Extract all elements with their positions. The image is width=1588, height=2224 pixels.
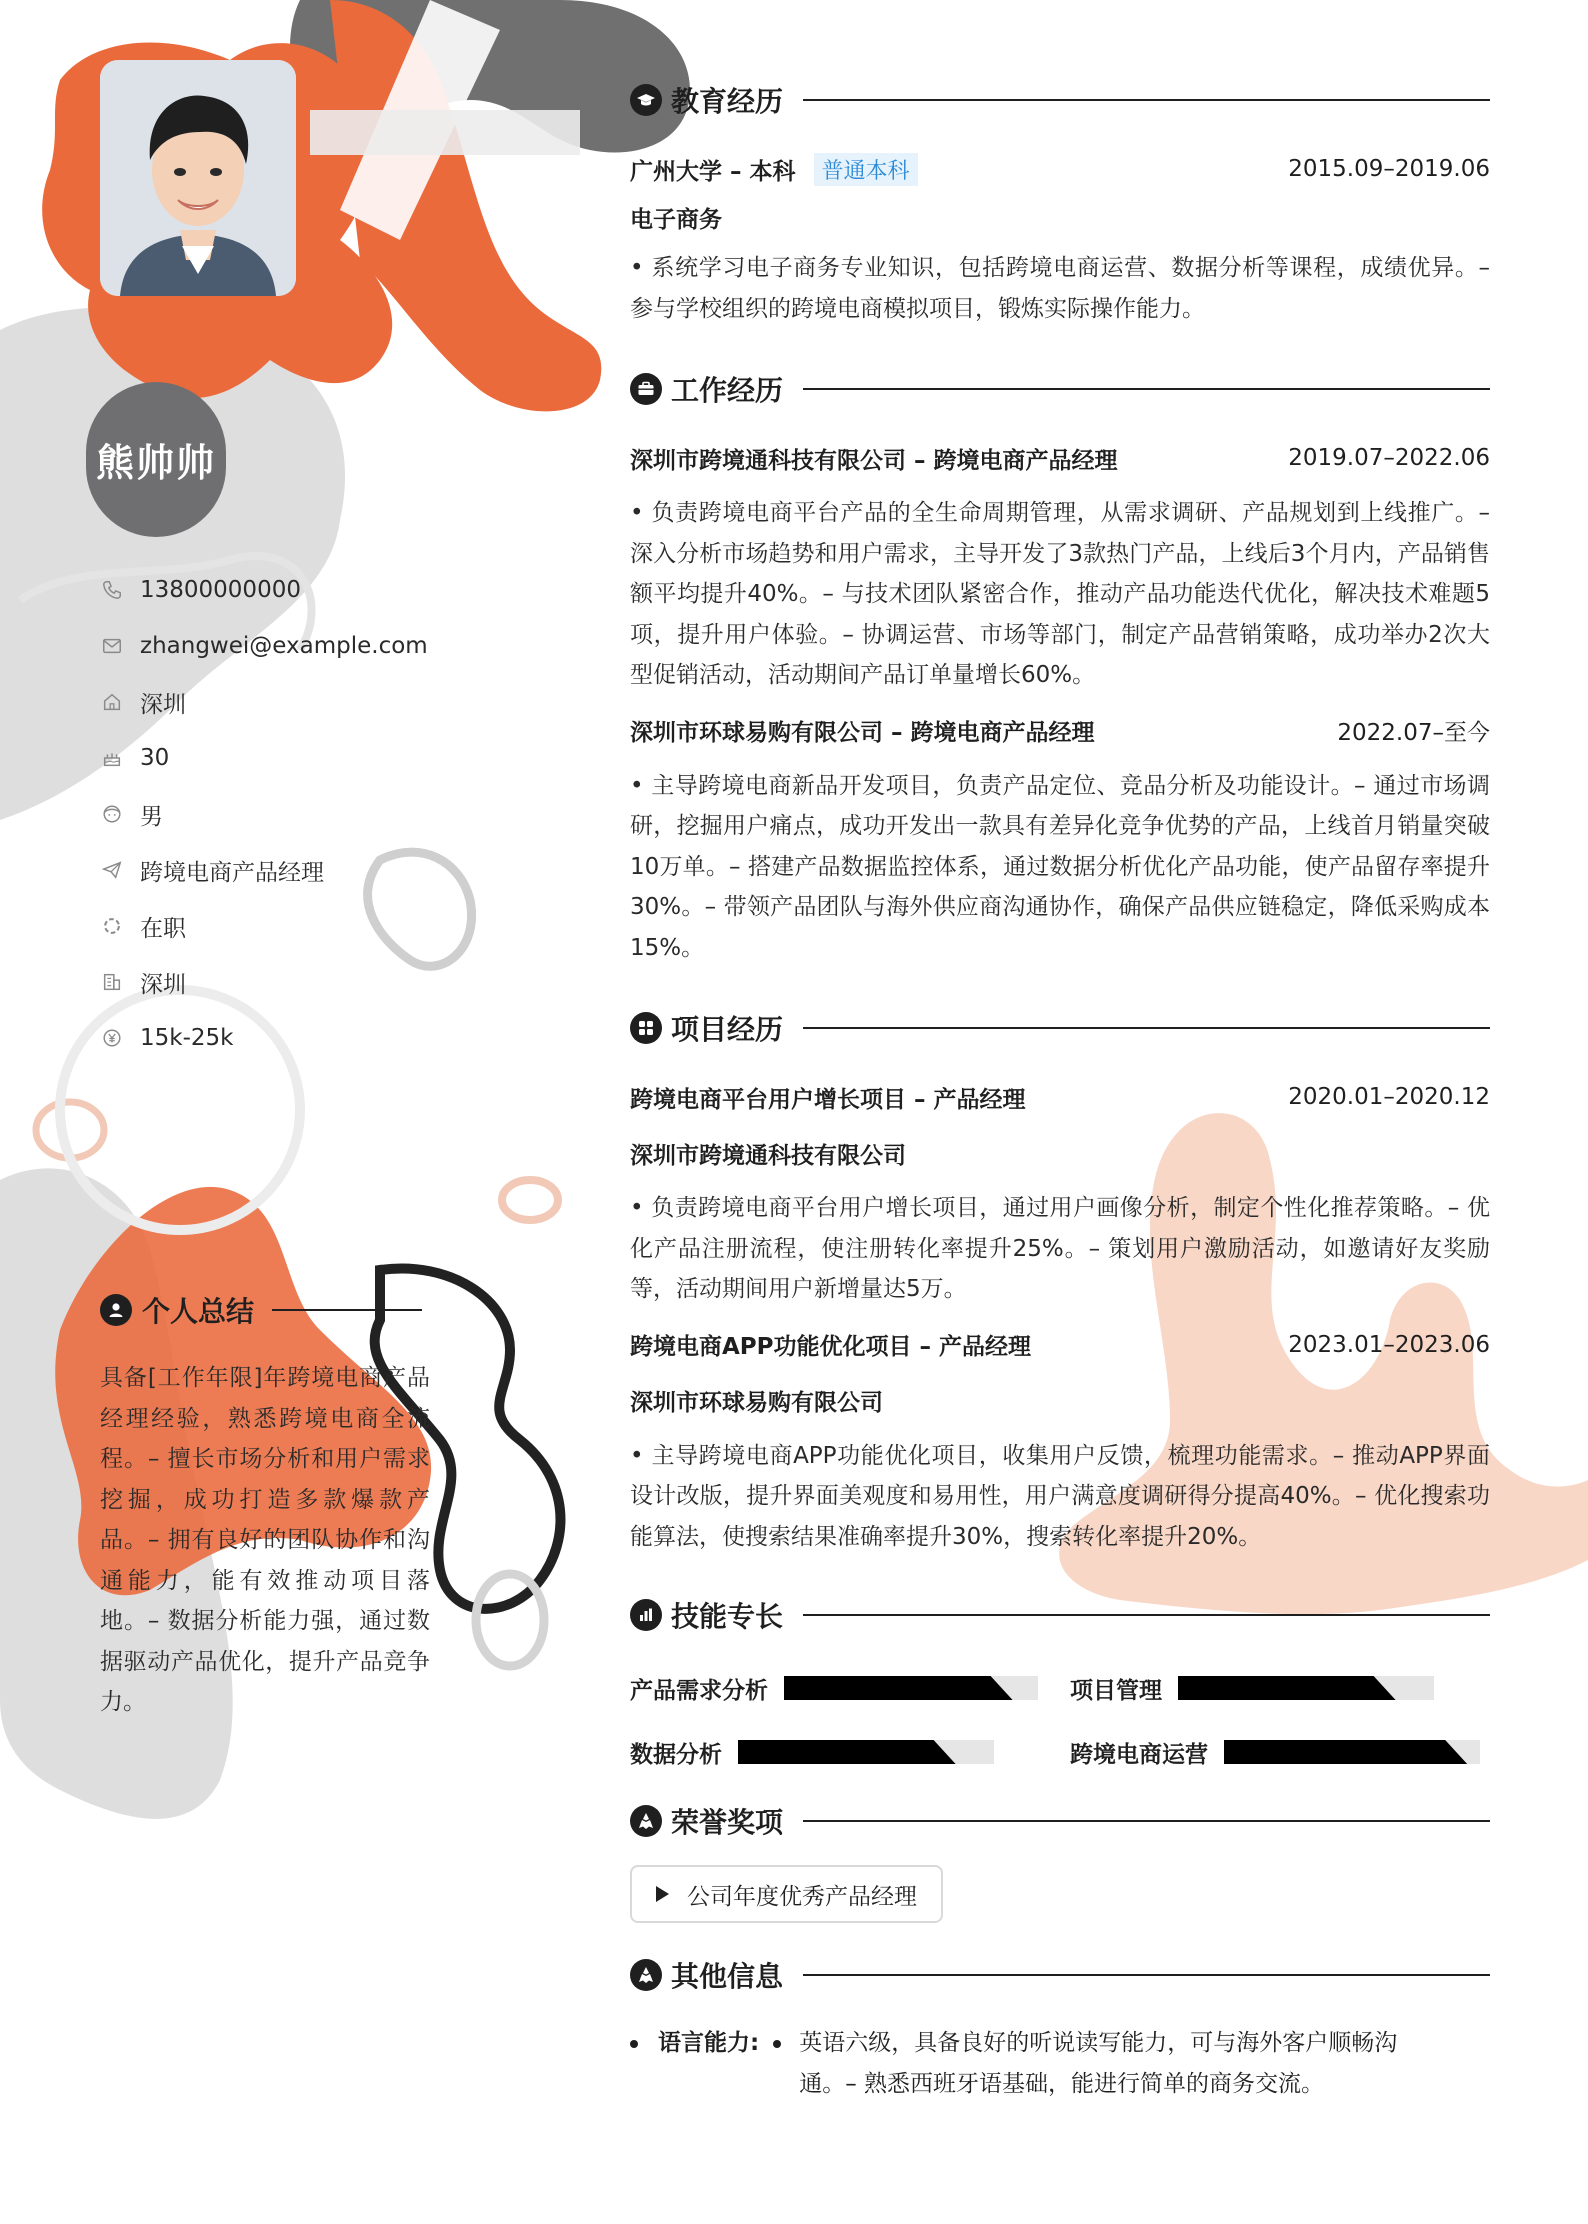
person-icon <box>100 1294 132 1326</box>
other-label: 语言能力: <box>658 2030 760 2056</box>
graduation-cap-icon <box>630 84 662 116</box>
skill-bar-fill <box>784 1676 1013 1700</box>
entry-date: 2023.01–2023.06 <box>1288 1331 1490 1358</box>
education-heading <box>630 82 1490 118</box>
project-heading <box>630 1010 1490 1046</box>
section-title: 教育经历 <box>671 85 784 118</box>
contact-list <box>100 562 428 1066</box>
status-icon <box>100 914 124 938</box>
project-description: • 主导跨境电商APP功能优化项目，收集用户反馈，梳理功能需求。– 推动APP界面设计改版，提升界面美观度和易用性，用户满意度调研得分提高40%。– 优化搜索功能算法，使搜索结果准确率提升30%，搜索转化率提升20%。 <box>630 1442 1490 1550</box>
other-info-item <box>630 2023 1490 2104</box>
summary-heading <box>100 1290 422 1330</box>
award-text: 公司年度优秀产品经理 <box>687 1883 917 1910</box>
cake-icon <box>100 746 124 770</box>
skill-name: 产品需求分析 <box>630 1677 768 1704</box>
section-title: 其他信息 <box>671 1960 784 1993</box>
divider <box>803 1974 1490 1976</box>
skill-name: 项目管理 <box>1070 1677 1162 1704</box>
contact-text: zhangwei@example.com <box>140 633 428 659</box>
skill-bar-fill <box>738 1740 956 1764</box>
project-role: 跨境电商平台用户增长项目 – 产品经理 <box>630 1086 1026 1113</box>
section-title: 荣誉奖项 <box>671 1806 784 1839</box>
skill-bar-fill <box>1178 1676 1396 1700</box>
divider <box>272 1309 422 1311</box>
skill-bar <box>1224 1740 1480 1764</box>
summary-title: 个人总结 <box>142 1295 255 1328</box>
contact-status <box>100 898 428 954</box>
info-icon <box>630 1959 662 1991</box>
divider <box>803 1027 1490 1029</box>
contact-text: 跨境电商产品经理 <box>140 859 324 886</box>
project-entry-header <box>630 1080 1490 1114</box>
project-entry-header <box>630 1328 1490 1362</box>
project-role: 跨境电商APP功能优化项目 – 产品经理 <box>630 1334 1032 1360</box>
profile-photo <box>100 60 296 296</box>
project-company: 深圳市环球易购有限公司 <box>630 1390 883 1416</box>
skill-item <box>630 1671 1070 1705</box>
company-role: 深圳市跨境通科技有限公司 – 跨境电商产品经理 <box>630 447 1118 474</box>
contact-text: 深圳 <box>140 691 186 718</box>
contact-age <box>100 730 428 786</box>
divider <box>803 1614 1490 1616</box>
contact-phone <box>100 562 428 618</box>
candidate-name: 熊帅帅 <box>95 441 216 485</box>
contact-text: 15k-25k <box>140 1025 234 1051</box>
work-entry-header <box>630 714 1490 748</box>
face-icon <box>100 802 124 826</box>
skill-item <box>1070 1671 1490 1705</box>
work-description: • 主导跨境电商新品开发项目，负责产品定位、竞品分析及功能设计。– 通过市场调研，挖掘用户痛点，成功开发出一款具有差异化竞争优势的产品，上线首月销量突破10万单。– 搭建产品数据监控体系，通过数据分析优化产品功能，使产品留存率提升30%。– 带领产品团队与海外供应商沟通协作，确保产品供应链稳定，降低采购成本15%。 <box>630 772 1490 961</box>
bullet <box>773 2040 781 2048</box>
contact-location <box>100 674 428 730</box>
divider <box>803 388 1490 390</box>
entry-date: 2022.07–至今 <box>1337 720 1490 746</box>
bullet <box>630 2040 638 2048</box>
summary-text: 具备[工作年限]年跨境电商产品经理经验，熟悉跨境电商全流程。– 擅长市场分析和用户需求挖掘，成功打造多款爆款产品。– 拥有良好的团队协作和沟通能力，能有效推动项目落地。– 数据分析能力强，通过数据驱动产品优化，提升产品竞争力。 <box>100 1365 430 1715</box>
section-title: 工作经历 <box>671 374 784 407</box>
contact-text: 男 <box>140 803 163 830</box>
building-icon <box>100 970 124 994</box>
degree-tag: 普通本科 <box>814 153 918 186</box>
section-title: 项目经历 <box>671 1013 784 1046</box>
grid-icon <box>630 1012 662 1044</box>
education-description: • 系统学习电子商务专业知识，包括跨境电商运营、数据分析等课程，成绩优异。– 参与学校组织的跨境电商模拟项目，锻炼实际操作能力。 <box>630 255 1490 322</box>
briefcase-icon <box>630 373 662 405</box>
education-entry-header <box>630 152 1490 186</box>
skill-bar <box>738 1740 994 1764</box>
school-name: 广州大学 – 本科 <box>630 158 796 185</box>
contact-text: 深圳 <box>140 971 186 998</box>
divider <box>803 99 1490 101</box>
skill-item <box>630 1735 1070 1769</box>
main-content <box>630 82 1490 2104</box>
contact-gender <box>100 786 428 842</box>
phone-icon <box>100 578 124 602</box>
skill-name: 跨境电商运营 <box>1070 1741 1208 1768</box>
entry-date: 2019.07–2022.06 <box>1288 445 1490 471</box>
chart-icon <box>630 1599 662 1631</box>
name-badge <box>86 382 226 537</box>
contact-text: 13800000000 <box>140 577 301 603</box>
contact-text: 在职 <box>140 915 186 942</box>
send-icon <box>100 858 124 882</box>
award-item <box>630 1865 943 1923</box>
entry-date: 2015.09–2019.06 <box>1288 156 1490 182</box>
skills-heading <box>630 1597 1490 1633</box>
contact-salary <box>100 1010 428 1066</box>
skills-grid <box>630 1671 1490 1769</box>
yen-icon <box>100 1026 124 1050</box>
award-icon <box>630 1805 662 1837</box>
skill-bar-fill <box>1224 1740 1467 1764</box>
person-portrait <box>100 60 296 296</box>
divider <box>803 1820 1490 1822</box>
play-icon <box>656 1886 669 1902</box>
project-company: 深圳市跨境通科技有限公司 <box>630 1142 906 1169</box>
skill-item <box>1070 1735 1490 1769</box>
other-heading <box>630 1957 1490 1993</box>
company-role: 深圳市环球易购有限公司 – 跨境电商产品经理 <box>630 720 1095 746</box>
skill-bar <box>1178 1676 1434 1700</box>
contact-email <box>100 618 428 674</box>
work-heading <box>630 371 1490 407</box>
awards-heading <box>630 1803 1490 1839</box>
section-title: 技能专长 <box>671 1600 784 1633</box>
major: 电子商务 <box>630 206 722 233</box>
skill-bar <box>784 1676 1038 1700</box>
contact-text: 30 <box>140 745 170 771</box>
mail-icon <box>100 634 124 658</box>
other-text: 英语六级，具备良好的听说读写能力，可与海外客户顺畅沟通。– 熟悉西班牙语基础，能进行简单的商务交流。 <box>799 2030 1398 2097</box>
entry-date: 2020.01–2020.12 <box>1288 1084 1490 1110</box>
work-entry-header <box>630 441 1490 475</box>
home-icon <box>100 690 124 714</box>
work-description: • 负责跨境电商平台产品的全生命周期管理，从需求调研、产品规划到上线推广。– 深入分析市场趋势和用户需求，主导开发了3款热门产品，上线后3个月内，产品销售额平均提升40%。– 与技术团队紧密合作，推动产品功能迭代优化，解决技术难题5项，提升用户体验。– 协调运营、市场等部门，制定产品营销策略，成功举办2次大型促销活动，活动期间产品订单量增长60%。 <box>630 500 1490 688</box>
project-description: • 负责跨境电商平台用户增长项目，通过用户画像分析，制定个性化推荐策略。– 优化产品注册流程，使注册转化率提升25%。– 策划用户激励活动，如邀请好友奖励等，活动期间用户新增量达5万。 <box>630 1195 1490 1302</box>
contact-city <box>100 954 428 1010</box>
contact-position <box>100 842 428 898</box>
skill-name: 数据分析 <box>630 1741 722 1768</box>
